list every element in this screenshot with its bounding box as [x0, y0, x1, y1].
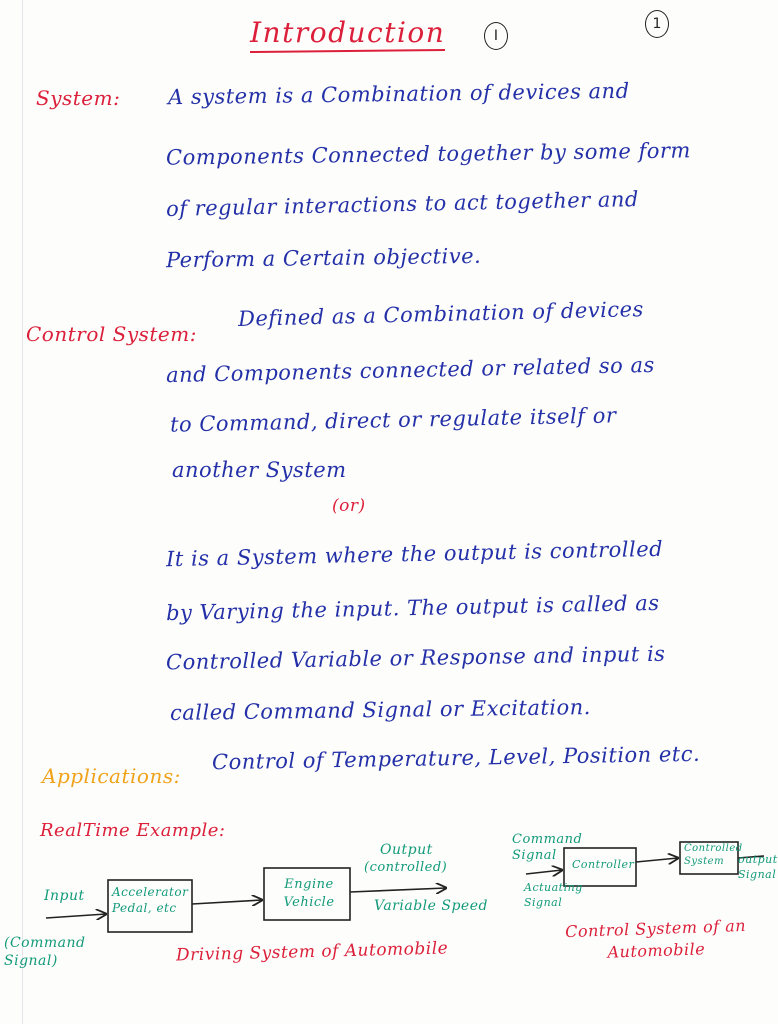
link-arrow	[192, 900, 262, 904]
page-marker-roman: I	[484, 22, 508, 50]
output-signal-label: output Signal	[738, 853, 778, 881]
variable-speed-label: Variable Speed	[374, 898, 488, 914]
alt-line-1: It is a System where the output is controlled	[165, 536, 664, 572]
page-number: 1	[645, 10, 669, 38]
or-separator: (or)	[332, 496, 366, 516]
command-signal-label: (Command Signal)	[4, 935, 86, 969]
control-system-label: Control System:	[26, 322, 197, 346]
control-system-line-1: Defined as a Combination of devices	[237, 297, 645, 331]
realtime-label: RealTime Example:	[40, 820, 226, 841]
alt-line-4: called Command Signal or Excitation.	[169, 695, 592, 725]
control-system-line-2: and Components connected or related so as	[165, 352, 656, 388]
alt-line-2: by Varying the input. The output is called as	[165, 590, 660, 626]
system-line-3: of regular interactions to act together and	[165, 187, 640, 221]
controller-label: Controller	[572, 858, 635, 871]
output-label: Output	[380, 842, 433, 858]
applications-label: Applications:	[42, 764, 181, 788]
system-line-4: Perform a Certain objective.	[165, 243, 482, 273]
system-line-1: A system is a Combination of devices and	[167, 78, 630, 110]
control-system-line-4: another System	[172, 458, 347, 482]
actuating-arrow	[636, 858, 678, 862]
controlled-label: (controlled)	[364, 860, 448, 875]
command-arrow	[526, 870, 562, 874]
alt-line-3: Controlled Variable or Response and input is	[165, 641, 666, 675]
accelerator-label: Accelerator Pedal, etc	[112, 885, 189, 915]
system-line-2: Components Connected together by some form	[165, 138, 692, 170]
engine-label: Engine Vehicle	[283, 877, 335, 910]
output-arrow	[350, 888, 446, 892]
right-command-signal-label: Command Signal	[512, 832, 583, 863]
applications-text: Control of Temperature, Level, Position etc.	[211, 741, 701, 775]
system-label: System:	[36, 86, 121, 110]
actuating-signal-label: Actuating Signal	[524, 881, 583, 909]
page-title: Introduction	[250, 16, 446, 49]
control-system-line-3: to Command, direct or regulate itself or	[169, 403, 617, 437]
input-label: Input	[44, 888, 85, 904]
control-system-caption: Control System of an Automobile	[564, 915, 747, 962]
controlled-system-label: Controlled System	[684, 843, 743, 867]
input-arrow	[46, 914, 106, 918]
driving-system-caption: Driving System of Automobile	[175, 938, 449, 966]
